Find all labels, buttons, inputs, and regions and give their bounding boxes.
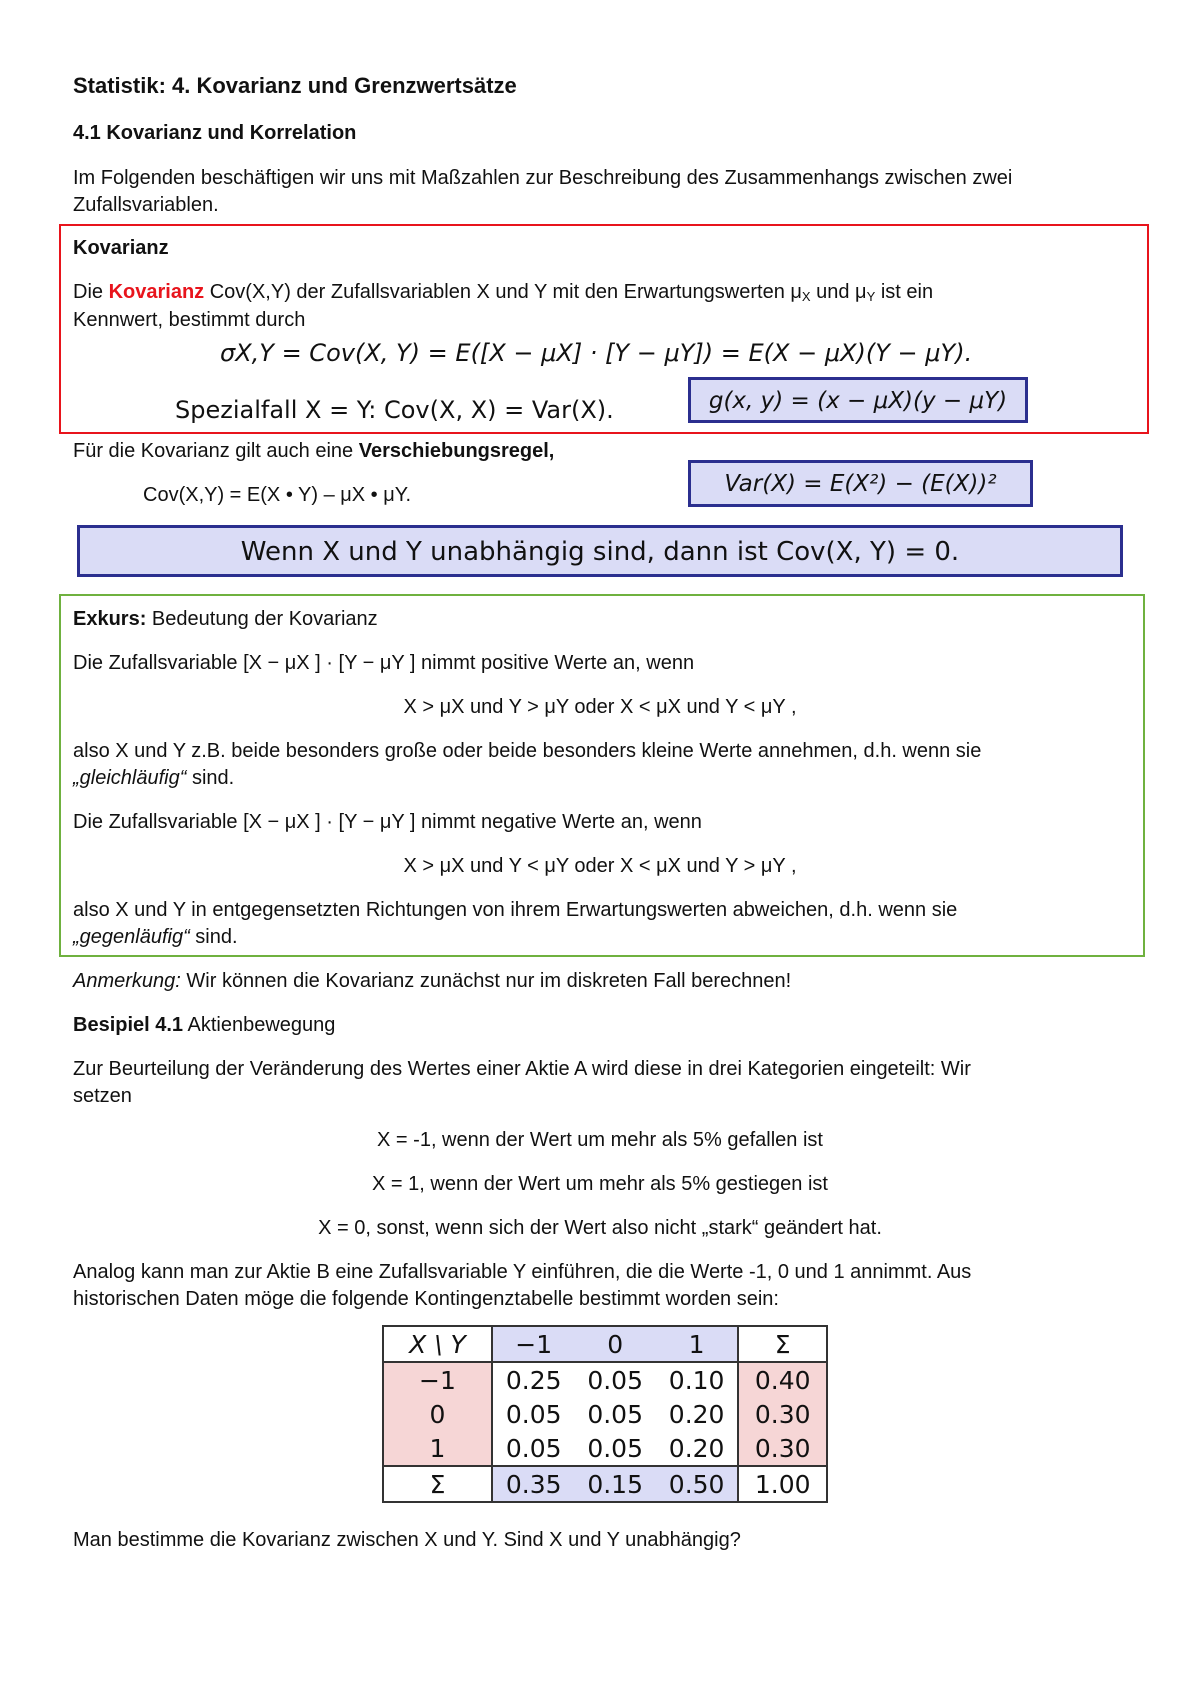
intro-line-2: Zufallsvariablen. [73,194,219,216]
neg-expl-rest: sind. [189,926,238,948]
example-label: Besipiel 4.1 [73,1014,184,1036]
col-header: 0 [574,1326,655,1362]
table-cell: 0.25 [492,1362,574,1397]
col-header: −1 [492,1326,574,1362]
table-cell: 0.20 [668,1399,725,1429]
example-heading [73,1011,335,1039]
shift-rule-keyword: Verschiebungsregel, [358,440,555,462]
row-label: 1 [383,1431,492,1466]
independence-box [77,525,1123,577]
col-sum: 0.35 [492,1466,574,1502]
example-paragraph-1-line-2: setzen [73,1085,132,1107]
exkurs-negative-explanation-1: also X und Y in entgegensetzten Richtungen von ihrem Erwartungswerten abweichen, d.h. wenn sie [73,899,958,921]
col-sum: 0.15 [574,1466,655,1502]
variance-formula: Var(X) = E(X²) − (E(X))² [724,471,997,497]
kovarianz-formula: σX,Y = Cov(X, Y) = E([X − μX] · [Y − μY]) = E(X − μX)(Y − μY). [220,339,973,367]
exkurs-positive-explanation-1: also X und Y z.B. beide besonders große oder beide besonders kleine Werte annehmen, d.h. wenn sie [73,740,982,762]
exkurs-negative-condition: X > μX und Y < μY oder X < μX und Y > μY , [403,855,797,877]
grand-total: 1.00 [738,1466,827,1502]
table-cell: 0.10 [656,1362,738,1397]
g-function-formula: g(x, y) = (x − μX)(y − μY) [708,388,1008,414]
exkurs-heading-rest: Bedeutung der Kovarianz [146,608,378,630]
row-label: −1 [383,1362,492,1397]
def-sub-x: X [801,289,811,304]
table-cell: 0.05 [492,1431,574,1466]
shift-rule-formula: Cov(X,Y) = E(X • Y) – μX • μY. [143,484,412,506]
table-row [383,1431,827,1466]
exkurs-negative-explanation-2 [73,923,238,951]
exkurs-positive-line: Die Zufallsvariable [X − μX ] · [Y − μY ] nimmt positive Werte an, wenn [73,652,695,674]
row-sum: 0.30 [738,1397,827,1431]
example-case-2: X = 1, wenn der Wert um mehr als 5% gestiegen ist [372,1173,828,1195]
page-title: Statistik: 4. Kovarianz und Grenzwertsätze [73,73,517,98]
kovarianz-definition-line-2: Kennwert, bestimmt durch [73,309,306,331]
table-cell: 0.20 [668,1433,725,1463]
table-row [383,1397,827,1431]
table-header-row [383,1326,827,1362]
def-sub-y: Y [866,289,876,304]
exkurs-heading [73,605,378,633]
row-sum: 0.30 [738,1431,827,1466]
table-cell: 0.05 [574,1362,655,1397]
g-function-box [688,377,1028,423]
table-cell: 0.05 [587,1433,643,1463]
variance-box [688,460,1033,507]
col-sum: 0.50 [656,1466,738,1502]
def-pre: Die [73,281,109,303]
exkurs-positive-condition: X > μX und Y > μY oder X < μX und Y < μY , [403,696,797,718]
contingency-table [382,1325,828,1503]
remark-label: Anmerkung: [73,970,181,992]
special-case-formula: Spezialfall X = Y: Cov(X, X) = Var(X). [175,396,614,424]
sum-row-label: Σ [383,1466,492,1502]
intro-line-1: Im Folgenden beschäftigen wir uns mit Maßzahlen zur Beschreibung des Zusammenhangs zwischen zwei [73,167,1013,189]
section-heading: 4.1 Kovarianz und Korrelation [73,122,357,144]
pos-expl-rest: sind. [186,767,235,789]
def-und: und μ [810,281,867,303]
example-paragraph-1-line-1: Zur Beurteilung der Veränderung des Wertes einer Aktie A wird diese in drei Kategorien eingeteilt: Wir [73,1058,971,1080]
def-rest: Cov(X,Y) der Zufallsvariablen X und Y mit den Erwartungswerten μ [204,281,802,303]
exkurs-positive-explanation-2 [73,764,234,792]
example-paragraph-2-line-2: historischen Daten möge die folgende Kontingenztabelle bestimmt worden sein: [73,1288,779,1310]
table-sum-row [383,1466,827,1502]
gleichlaeufig-term: „gleichläufig“ [73,767,187,789]
exkurs-negative-line: Die Zufallsvariable [X − μX ] · [Y − μY ] nimmt negative Werte an, wenn [73,811,702,833]
example-question: Man bestimme die Kovarianz zwischen X und Y. Sind X und Y unabhängig? [73,1529,741,1551]
example-case-3: X = 0, sonst, wenn sich der Wert also nicht „stark“ geändert hat. [318,1217,882,1239]
example-title: Aktienbewegung [183,1014,336,1036]
def-end: ist ein [875,281,934,303]
table-row [383,1362,827,1397]
shift-rule-pre: Für die Kovarianz gilt auch eine [73,440,359,462]
col-header: 1 [656,1326,738,1362]
kovarianz-box-heading: Kovarianz [73,237,169,259]
shift-rule-line [73,437,554,465]
row-label: 0 [383,1397,492,1431]
gegenlaeufig-term: „gegenläufig“ [73,926,190,948]
independence-statement: Wenn X und Y unabhängig sind, dann ist Cov(X, Y) = 0. [240,537,960,567]
table-cell: 0.05 [587,1399,643,1429]
kovarianz-keyword: Kovarianz [108,281,205,303]
remark [73,967,791,995]
table-corner: X \ Y [409,1329,466,1359]
col-header-sum: Σ [738,1326,827,1362]
remark-text: Wir können die Kovarianz zunächst nur im diskreten Fall berechnen! [180,970,792,992]
example-case-1: X = -1, wenn der Wert um mehr als 5% gefallen ist [377,1129,823,1151]
row-sum: 0.40 [738,1362,827,1397]
example-paragraph-2-line-1: Analog kann man zur Aktie B eine Zufallsvariable Y einführen, die die Werte -1, 0 und 1 annimmt. Aus [73,1261,972,1283]
exkurs-label: Exkurs: [73,608,147,630]
table-cell: 0.05 [492,1397,574,1431]
